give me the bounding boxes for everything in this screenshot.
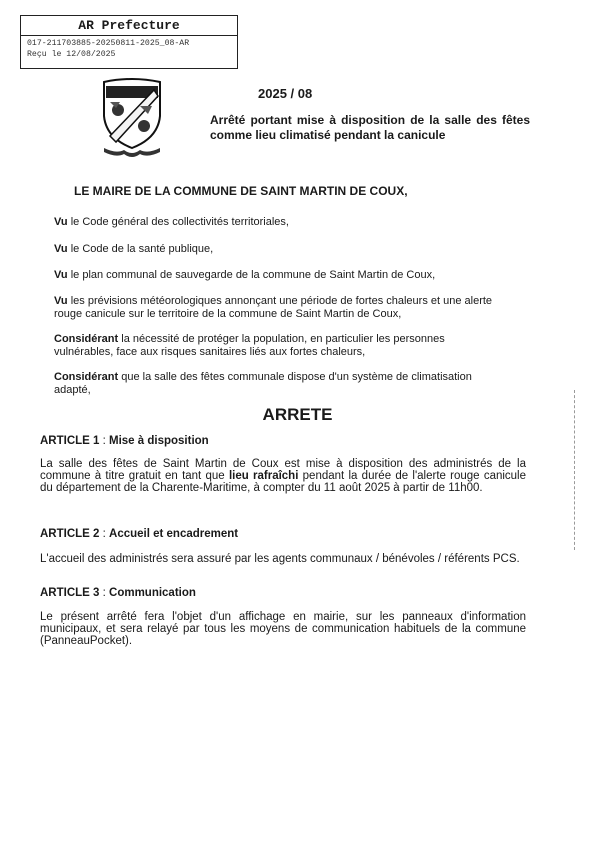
decree-heading: ARRETE [262,405,333,424]
prefecture-stamp [20,15,238,69]
consideration-item: Vu le Code de la santé publique, [54,243,214,255]
article-text: La salle des fêtes de Saint Martin de Coux est mise à disposition des administrés de la commune à titre gratuit en tant que lieu rafraîchi pendant la durée de l'alerte rouge canicule du département de la Charente-Maritime, à compter du 11 août 2025 à partir de 11h00. [40,458,527,494]
stamp-received-date: Reçu le 12/08/2025 [27,50,116,59]
article-heading: ARTICLE 2 : Accueil et encadrement [40,528,239,540]
consideration-item: Vu le plan communal de sauvegarde de la commune de Saint Martin de Coux, [54,269,436,281]
article-text: Le présent arrêté fera l'objet d'un affichage en mairie, sur les panneaux d'information municipaux, et sera relayé par tous les moyens de communication habituels de la commune (PanneauPocket). [40,611,526,647]
commune-coat-of-arms [96,76,168,158]
article-heading: ARTICLE 3 : Communication [40,587,196,599]
article-heading: ARTICLE 1 : Mise à disposition [40,435,209,447]
mayor-heading: LE MAIRE DE LA COMMUNE DE SAINT MARTIN DE COUX, [74,184,408,198]
decree-subject: Arrêté portant mise à disposition de la salle des fêtes comme lieu climatisé pendant la canicule [210,113,530,142]
consideration-item: Considérant la nécessité de protéger la population, en particulier les personnes vulnérables, face aux risques sanitaires liés aux fortes chaleurs, [54,333,445,358]
scan-edge-marks [572,390,575,550]
consideration-item: Vu les prévisions météorologiques annonçant une période de fortes chaleurs et une alerte rouge canicule sur le territoire de la commune de Saint Martin de Coux, [54,295,493,320]
stamp-title: AR Prefecture [78,18,180,33]
stamp-divider [21,35,237,36]
stamp-reference: 017-211703885-20250811-2025_08-AR [27,39,190,48]
consideration-item: Considérant que la salle des fêtes communale dispose d'un système de climatisation adapté, [54,371,472,396]
consideration-item: Vu le Code général des collectivités territoriales, [54,216,289,228]
decree-reference: 2025 / 08 [258,86,313,101]
article-text: L'accueil des administrés sera assuré par les agents communaux / bénévoles / référents PCS. [40,553,520,565]
